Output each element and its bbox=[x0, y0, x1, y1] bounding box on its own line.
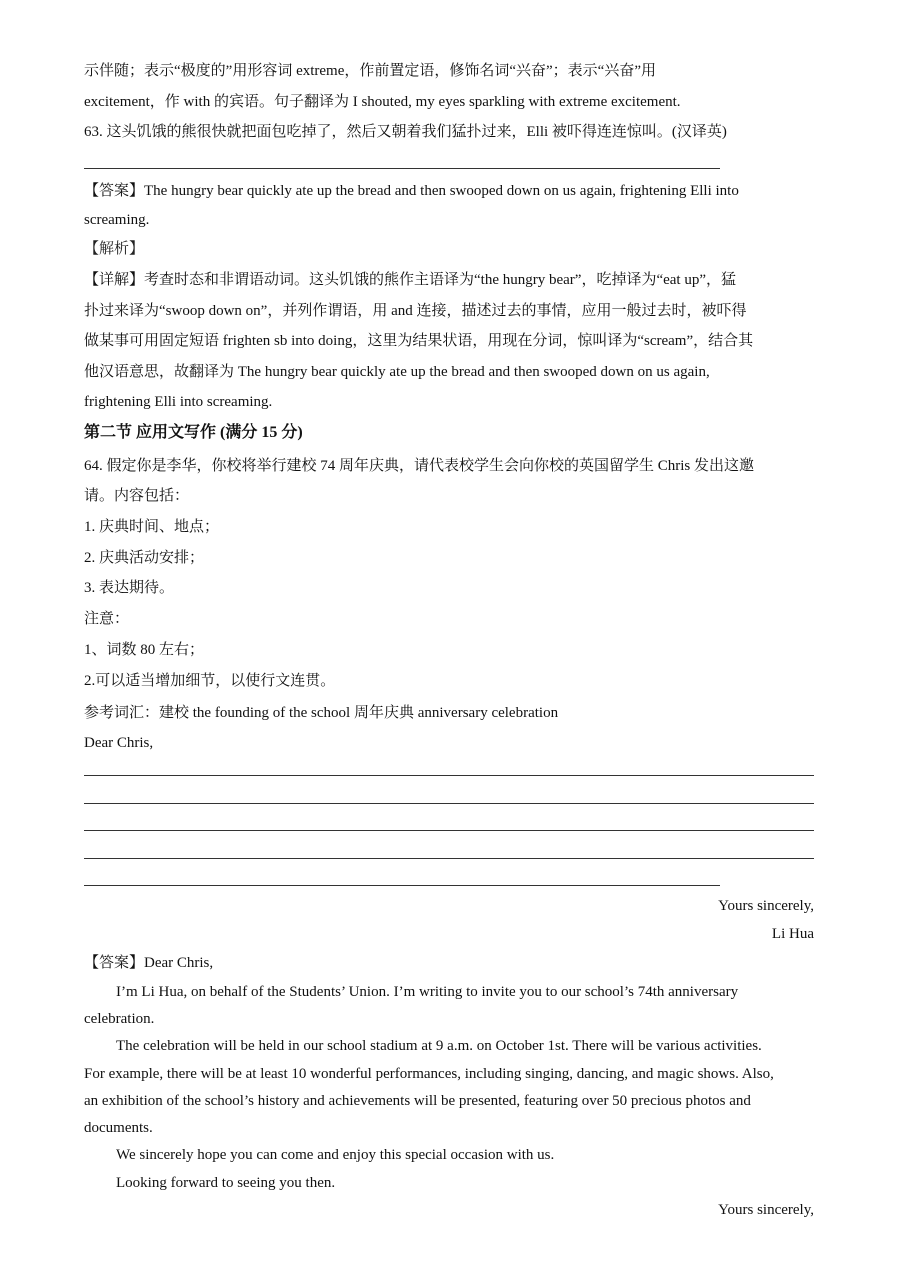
explanation-62-line-1: 示伴随；表示“极度的”用形容词 extreme，作前置定语，修饰名词“兴奋”；表示“兴奋”用 bbox=[84, 63, 657, 79]
writing-rule-1 bbox=[84, 775, 814, 776]
writing-rule-3 bbox=[84, 830, 814, 831]
writing-rule-4 bbox=[84, 858, 814, 859]
answer-64-closing: Yours sincerely, bbox=[718, 1202, 814, 1218]
q64-salutation: Dear Chris, bbox=[84, 735, 154, 751]
q64-note-label: 注意： bbox=[84, 611, 130, 627]
q63-answer-line-1: 【答案】The hungry bear quickly ate up the bread and then swooped down on us again, frightening Elli into bbox=[84, 183, 739, 199]
q63-answer-line-2: screaming. bbox=[84, 212, 150, 228]
q64-item-3: 3. 表达期待。 bbox=[84, 580, 175, 596]
answer-64-salutation: 【答案】Dear Chris, bbox=[84, 955, 214, 971]
q64-note-1: 1、词数 80 左右； bbox=[84, 642, 205, 658]
q63-detail-line-3: 做某事可用固定短语 frighten sb into doing，这里为结果状语，用现在分词，惊叫译为“scream”，结合其 bbox=[84, 333, 754, 349]
q64-item-1: 1. 庆典时间、地点； bbox=[84, 519, 220, 535]
q64-prompt-line-1: 64. 假定你是李华，你校将举行建校 74 周年庆典，请代表校学生会向你校的英国留学生 Chris 发出这邀 bbox=[84, 458, 755, 474]
section-2-heading: 第二节 应用文写作 (满分 15 分) bbox=[84, 424, 303, 441]
explanation-62-line-2: excitement，作 with 的宾语。句子翻译为 I shouted, my eyes sparkling with extreme excitement. bbox=[84, 94, 681, 110]
q64-prompt-line-2: 请。内容包括： bbox=[84, 488, 190, 504]
q63-detail-line-2: 扑过来译为“swoop down on”，并列作谓语，用 and 连接，描述过去的事情，应用一般过去时，被吓得 bbox=[84, 303, 747, 319]
q63-prompt: 63. 这头饥饿的熊很快就把面包吃掉了，然后又朝着我们猛扑过来，Elli 被吓得连连惊叫。(汉译英) bbox=[84, 124, 727, 140]
q64-closing: Yours sincerely, bbox=[718, 898, 814, 914]
q64-note-2: 2.可以适当增加细节，以使行文连贯。 bbox=[84, 673, 336, 689]
answer-64-p2-line-2: For example, there will be at least 10 wonderful performances, including singing, dancing, and magic shows. Also, bbox=[84, 1066, 774, 1082]
q63-detail-line-1: 【详解】考查时态和非谓语动词。这头饥饿的熊作主语译为“the hungry bear”，吃掉译为“eat up”，猛 bbox=[84, 272, 736, 288]
writing-rule-5 bbox=[84, 885, 720, 886]
q64-item-2: 2. 庆典活动安排； bbox=[84, 550, 205, 566]
q64-vocab: 参考词汇：建校 the founding of the school 周年庆典 anniversary celebration bbox=[84, 705, 559, 721]
q63-analysis-label: 【解析】 bbox=[84, 241, 145, 257]
q64-signature: Li Hua bbox=[771, 926, 814, 942]
answer-64-p3: We sincerely hope you can come and enjoy this special occasion with us. bbox=[116, 1147, 555, 1163]
writing-rule-2 bbox=[84, 803, 814, 804]
q63-detail-line-4: 他汉语意思，故翻译为 The hungry bear quickly ate up the bread and then swooped down on us again, bbox=[84, 364, 710, 380]
answer-64-p2-line-1: The celebration will be held in our school stadium at 9 a.m. on October 1st. There will be various activities. bbox=[116, 1038, 762, 1054]
answer-64-p4: Looking forward to seeing you then. bbox=[116, 1175, 336, 1191]
answer-64-p2-line-4: documents. bbox=[84, 1120, 153, 1136]
answer-64-p1-line-1: I’m Li Hua, on behalf of the Students’ Union. I’m writing to invite you to our school’s 74th anniversary bbox=[116, 984, 739, 1000]
answer-64-p2-line-3: an exhibition of the school’s history and achievements will be presented, featuring over 50 precious photos and bbox=[84, 1093, 751, 1109]
answer-64-p1-line-2: celebration. bbox=[84, 1011, 155, 1027]
q63-answer-rule bbox=[84, 168, 720, 169]
q63-detail-line-5: frightening Elli into screaming. bbox=[84, 394, 273, 410]
